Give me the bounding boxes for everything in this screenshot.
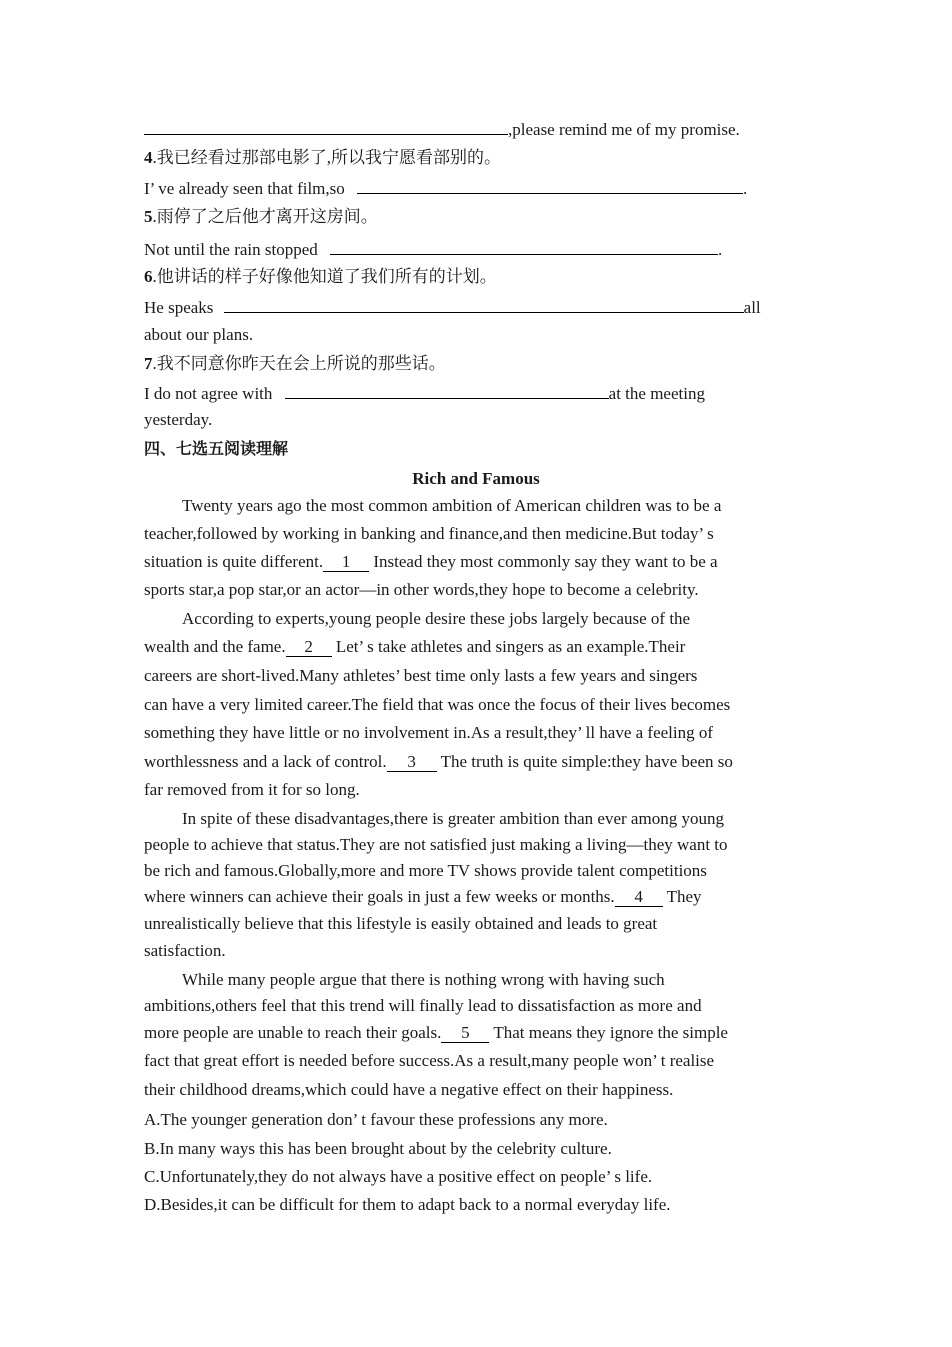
english-prefix: Not until the rain stopped bbox=[144, 240, 318, 259]
passage-line: teacher,followed by working in banking and finance,and then medicine.But today’ s bbox=[144, 524, 714, 543]
passage-text: wealth and the fame. bbox=[144, 637, 286, 656]
section-heading: 四、七选五阅读理解 bbox=[144, 439, 289, 458]
answer-blank[interactable] bbox=[285, 382, 609, 399]
question-number: 6 bbox=[144, 267, 153, 286]
passage-line: careers are short-lived.Many athletes’ best time only lasts a few years and singers bbox=[144, 666, 698, 685]
option-b: B.In many ways this has been brought about by the celebrity culture. bbox=[144, 1139, 612, 1158]
q6-english bbox=[144, 296, 761, 319]
english-prefix: I do not agree with bbox=[144, 384, 273, 403]
passage-line: people to achieve that status.They are not satisfied just making a living—they want to bbox=[144, 835, 728, 854]
passage-text: situation is quite different. bbox=[144, 552, 324, 571]
passage-line: Twenty years ago the most common ambition of American children was to be a bbox=[182, 496, 722, 515]
question-number: 5 bbox=[144, 207, 153, 226]
passage-text: Instead they most commonly say they want to be a bbox=[373, 552, 718, 571]
blank-4[interactable]: 4 bbox=[615, 888, 663, 907]
english-prefix: He speaks bbox=[144, 298, 214, 317]
blank-5[interactable]: 5 bbox=[441, 1024, 489, 1043]
option-a: A.The younger generation don’ t favour these professions any more. bbox=[144, 1110, 608, 1129]
passage-text: worthlessness and a lack of control. bbox=[144, 752, 387, 771]
q5-english bbox=[144, 238, 722, 261]
q3-answer-line bbox=[144, 118, 740, 141]
passage-line: ambitions,others feel that this trend will finally lead to dissatisfaction as more and bbox=[144, 996, 702, 1015]
passage-line: something they have little or no involvement in.As a result,they’ ll have a feeling of bbox=[144, 723, 714, 742]
passage-line: sports star,a pop star,or an actor—in other words,they hope to become a celebrity. bbox=[144, 580, 699, 599]
chinese-prompt: .我不同意你昨天在会上所说的那些话。 bbox=[152, 354, 446, 373]
passage-line bbox=[144, 636, 685, 658]
chinese-prompt: .雨停了之后他才离开这房间。 bbox=[152, 207, 378, 226]
q4-english bbox=[144, 177, 747, 200]
q7-english bbox=[144, 382, 705, 405]
end-text: all bbox=[743, 298, 761, 317]
answer-blank[interactable] bbox=[224, 296, 744, 313]
answer-blank[interactable] bbox=[144, 118, 508, 135]
english-prefix: I’ ve already seen that film,so bbox=[144, 179, 345, 198]
passage-line bbox=[144, 751, 733, 773]
q7-continuation: yesterday. bbox=[144, 410, 213, 429]
passage-line: satisfaction. bbox=[144, 941, 226, 960]
end-text: at the meeting bbox=[608, 384, 705, 403]
q6-chinese bbox=[144, 266, 497, 288]
passage-line: their childhood dreams,which could have a negative effect on their happiness. bbox=[144, 1080, 674, 1099]
answer-blank[interactable] bbox=[330, 238, 718, 255]
option-d: D.Besides,it can be difficult for them to adapt back to a normal everyday life. bbox=[144, 1195, 671, 1214]
passage-line: While many people argue that there is nothing wrong with having such bbox=[182, 970, 665, 989]
blank-1[interactable]: 1 bbox=[323, 553, 369, 572]
passage-line: be rich and famous.Globally,more and more TV shows provide talent competitions bbox=[144, 861, 707, 880]
passage-line: far removed from it for so long. bbox=[144, 780, 360, 799]
passage-text: The truth is quite simple:they have been so bbox=[440, 752, 733, 771]
passage-text: They bbox=[666, 887, 702, 906]
blank-3[interactable]: 3 bbox=[387, 753, 437, 772]
passage-line: According to experts,young people desire these jobs largely because of the bbox=[182, 609, 691, 628]
passage-text: That means they ignore the simple bbox=[493, 1023, 728, 1042]
q3-text: ,please remind me of my promise. bbox=[508, 120, 740, 139]
blank-2[interactable]: 2 bbox=[286, 638, 332, 657]
end-text: . bbox=[718, 240, 723, 259]
answer-blank[interactable] bbox=[357, 177, 743, 194]
passage-line: can have a very limited career.The field that was once the focus of their lives becomes bbox=[144, 695, 731, 714]
passage-line bbox=[144, 1022, 728, 1044]
passage-line: In spite of these disadvantages,there is greater ambition than ever among young bbox=[182, 809, 724, 828]
passage-title: Rich and Famous bbox=[412, 469, 540, 488]
passage-text: Let’ s take athletes and singers as an example.Their bbox=[335, 637, 686, 656]
q5-chinese bbox=[144, 206, 378, 228]
q6-continuation: about our plans. bbox=[144, 325, 254, 344]
end-text: . bbox=[743, 179, 748, 198]
passage-text: where winners can achieve their goals in just a few weeks or months. bbox=[144, 887, 615, 906]
passage-line: fact that great effort is needed before success.As a result,many people won’ t realise bbox=[144, 1051, 715, 1070]
chinese-prompt: .我已经看过那部电影了,所以我宁愿看部别的。 bbox=[152, 148, 501, 167]
passage-line: unrealistically believe that this lifestyle is easily obtained and leads to great bbox=[144, 914, 658, 933]
question-number: 7 bbox=[144, 354, 153, 373]
chinese-prompt: .他讲话的样子好像他知道了我们所有的计划。 bbox=[152, 267, 497, 286]
question-number: 4 bbox=[144, 148, 153, 167]
q4-chinese bbox=[144, 147, 501, 169]
passage-line bbox=[144, 886, 702, 908]
q7-chinese bbox=[144, 353, 446, 375]
passage-text: more people are unable to reach their goals. bbox=[144, 1023, 442, 1042]
option-c: C.Unfortunately,they do not always have a positive effect on people’ s life. bbox=[144, 1167, 653, 1186]
passage-line bbox=[144, 551, 718, 573]
